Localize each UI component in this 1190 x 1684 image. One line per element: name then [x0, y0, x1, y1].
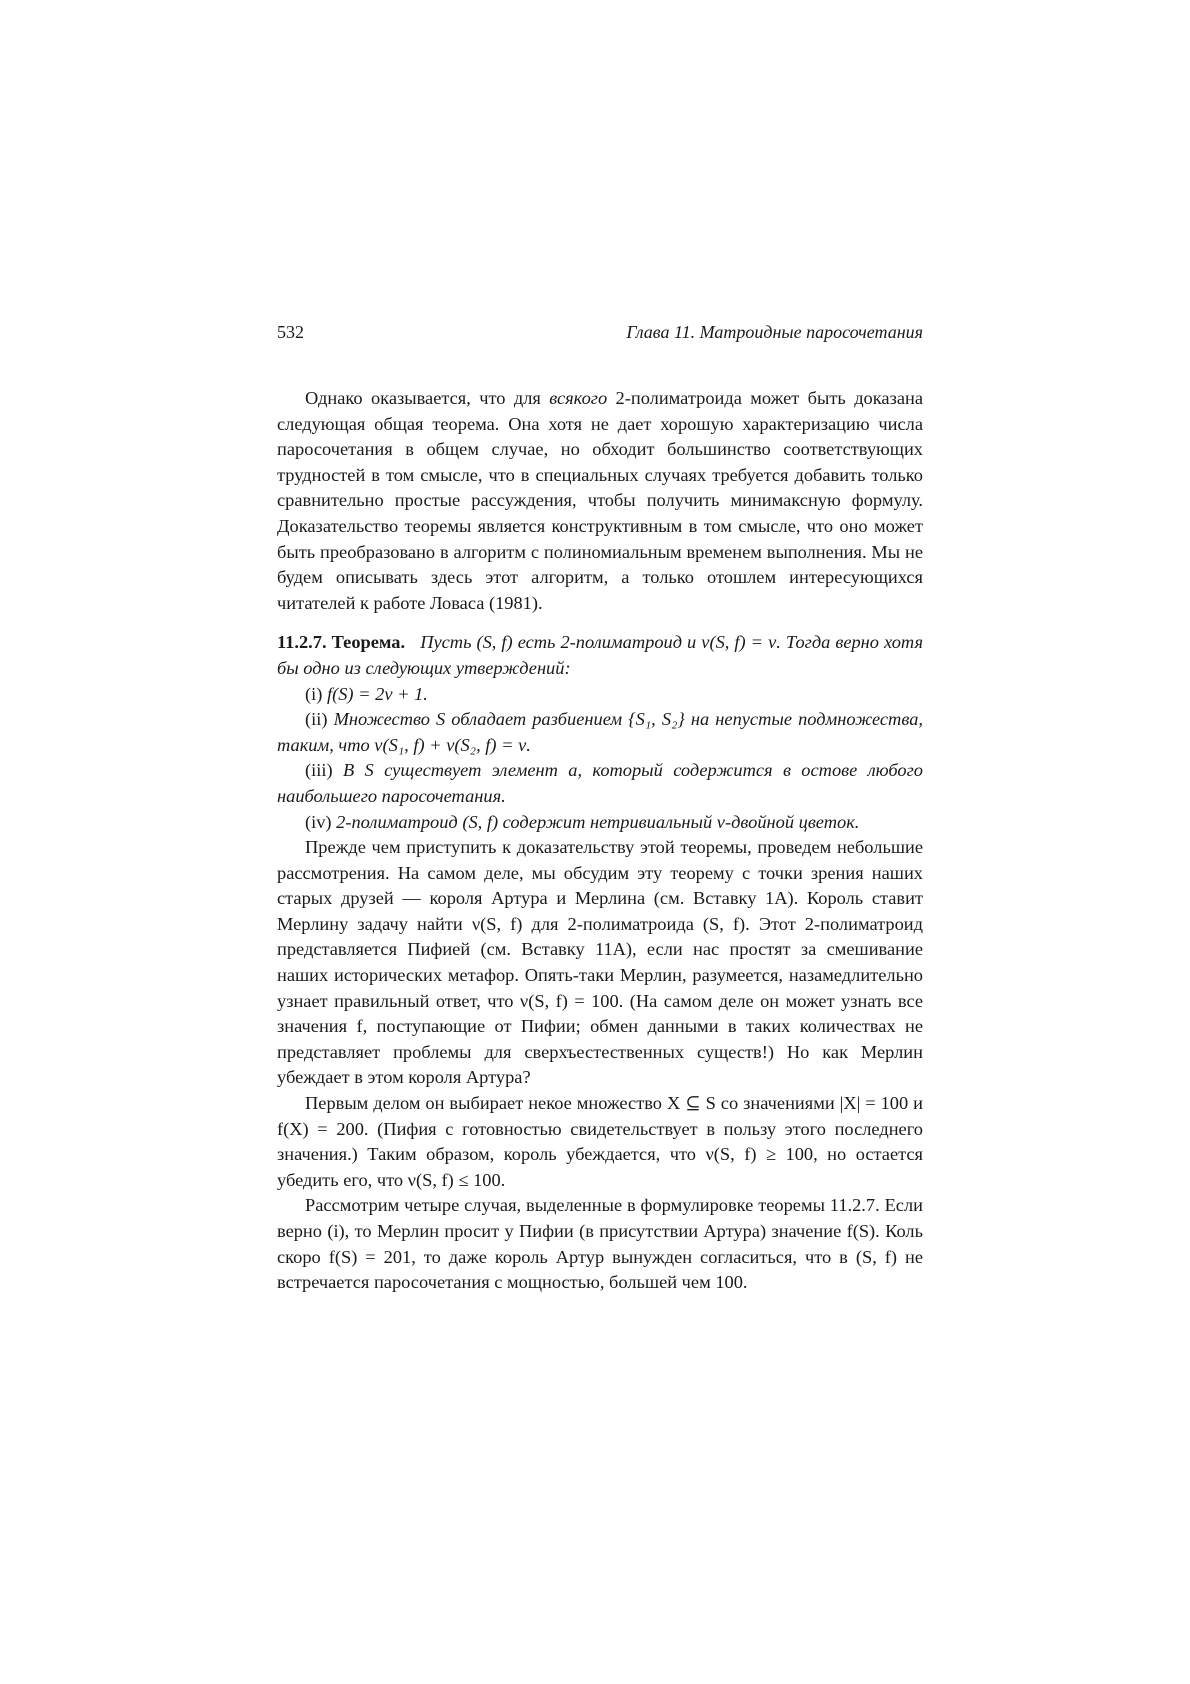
body-paragraph: Прежде чем приступить к доказательству этой теоремы, проведем небольшие рассмотрения. На самом деле, мы обсудим эту теорему с точки зрения наших старых друзей — короля Артура и Мерлина (см. Вставку 1А). Король ставит Мерлину задачу найти ν(S, f) для 2-полиматроида (S, f). Этот 2-полиматроид представляется Пифией (см. Вставку 11А), если нас простят за смешивание наших исторических метафор. Опять-таки Мерлин, разумеется, назамедлительно узнает правильный ответ, что ν(S, f) = 100. (На самом деле он может узнать все значения f, поступающие от Пифии; обмен данными в таких количествах не представляет проблемы для сверхъестественных существ!) Но как Мерлин убеждает в этом короля Артура?: [277, 837, 923, 1088]
item-label: (ii): [305, 709, 328, 730]
theorem-item: [277, 810, 923, 836]
theorem-heading: Теорема.: [331, 632, 406, 653]
running-header: [277, 322, 923, 350]
item-text: В S существует элемент a, который содержится в остове любого наибольшего паросочетания.: [277, 760, 923, 806]
intro-paragraph: [277, 386, 923, 616]
theorem-item: [277, 707, 923, 758]
theorem-number: 11.2.7.: [277, 632, 327, 653]
body-paragraph: Первым делом он выбирает некое множество X ⊆ S со значениями |X| = 100 и f(X) = 200. (Пифия с готовностью свидетельствует в пользу этого последнего значения.) Таким образом, король убеждается, что ν(S, f) ≥ 100, но остается убедить его, что ν(S, f) ≤ 100.: [277, 1093, 923, 1190]
intro-emphasis: всякого: [549, 388, 608, 408]
theorem-item: [277, 682, 923, 708]
theorem-item: [277, 758, 923, 809]
intro-text-1: Однако оказывается, что для: [305, 388, 550, 408]
page: [277, 322, 923, 1296]
page-number: 532: [277, 322, 304, 342]
theorem-statement: [277, 630, 923, 681]
theorem-block: [277, 630, 923, 835]
body-text: [277, 386, 923, 1296]
item-label: (iii): [305, 760, 333, 781]
item-text: f(S) = 2ν + 1.: [326, 683, 428, 704]
item-label: (i): [305, 683, 323, 704]
intro-text-2: 2-полиматроида может быть доказана следующая общая теорема. Она хотя не дает хорошую характеризацию числа паросочетания в общем случае, но обходит большинство соответствующих трудностей в том смысле, что в специальных случаях требуется добавить только сравнительно простые рассуждения, чтобы получить минимаксную формулу. Доказательство теоремы является конструктивным в том смысле, что оно может быть преобразовано в алгоритм с полиномиальным временем выполнения. Мы не будем описывать здесь этот алгоритм, а только отошлем интересующихся читателей к работе Ловаса (1981).: [277, 388, 923, 613]
chapter-title: Глава 11. Матроидные паросочетания: [626, 322, 923, 342]
item-label: (iv): [305, 811, 332, 832]
item-text: Множество S обладает разбиением {S₁, S₂} на непустые подмножества, таким, что ν(S₁, f) + ν(S₂, f) = ν.: [277, 709, 923, 755]
theorem-text: Пусть (S, f) есть 2-полиматроид и ν(S, f) = ν. Тогда верно хотя бы одно из следующих утверждений:: [277, 632, 923, 678]
item-text: 2-полиматроид (S, f) содержит нетривиальный ν-двойной цветок.: [336, 811, 860, 832]
body-paragraph: Рассмотрим четыре случая, выделенные в формулировке теоремы 11.2.7. Если верно (i), то Мерлин просит у Пифии (в присутствии Артура) значение f(S). Коль скоро f(S) = 201, то даже король Артур вынужден согласиться, что в (S, f) не встречается паросочетания с мощностью, большей чем 100.: [277, 1195, 923, 1293]
